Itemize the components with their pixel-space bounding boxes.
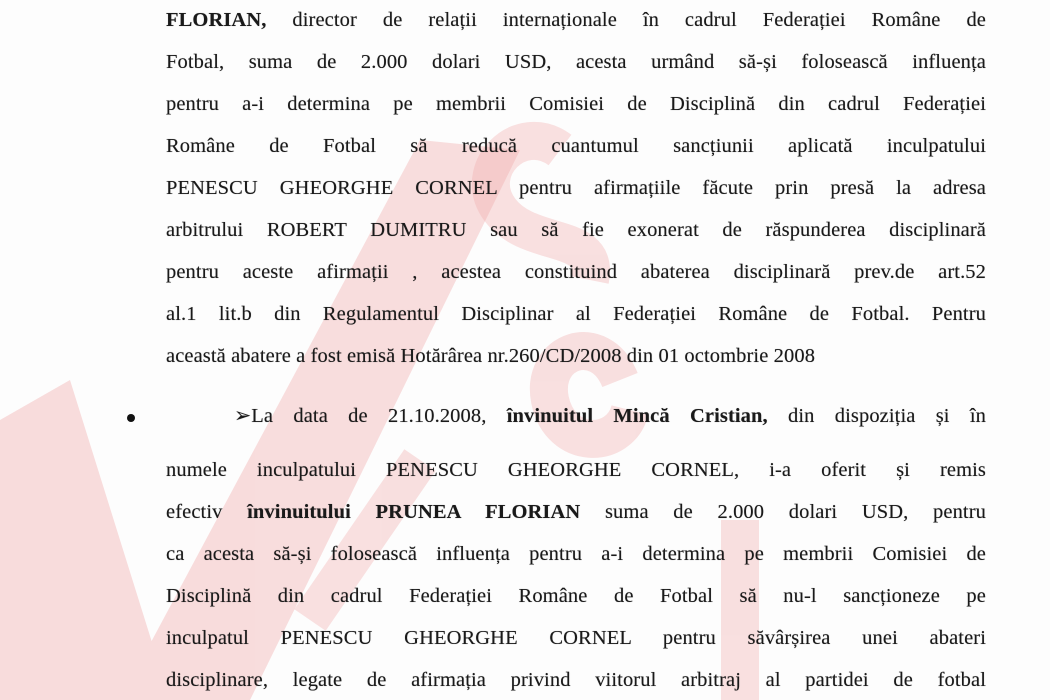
text-line: pentru aceste afirmații , acestea constituind abaterea disciplinară prev.de art.52: [166, 261, 986, 283]
bullet-dot: [127, 414, 135, 422]
text-line: Române de Fotbal să reducă cuantumul sancțiunii aplicată inculpatului: [166, 135, 986, 157]
line-text: La data de 21.10.2008,: [251, 405, 507, 427]
bold-name: învinuitul Mincă Cristian,: [506, 405, 768, 427]
text-line: numele inculpatului PENESCU GHEORGHE CORNEL, i-a oferit și remis: [166, 459, 986, 481]
line-text: suma de 2.000 dolari USD, pentru: [580, 501, 986, 523]
paragraph-intro-line: [234, 404, 986, 428]
text-line: al.1 lit.b din Regulamentul Disciplinar al Federației Române de Fotbal. Pentru: [166, 303, 986, 325]
line-text: director de relații internaționale în cadrul Federației Române de: [266, 9, 986, 31]
text-line: [166, 8, 986, 32]
text-line: această abatere a fost emisă Hotărârea nr.260/CD/2008 din 01 octombrie 2008: [166, 345, 816, 367]
text-line: Disciplină din cadrul Federației Române de Fotbal să nu-l sancționeze pe: [166, 585, 986, 607]
text-line: ca acesta să-și folosească influența pentru a-i determina pe membrii Comisiei de: [166, 543, 986, 565]
text-line: inculpatul PENESCU GHEORGHE CORNEL pentru săvârșirea unei abateri: [166, 627, 986, 649]
line-text: efectiv: [166, 501, 248, 523]
text-line: PENESCU GHEORGHE CORNEL pentru afirmațiile făcute prin presă la adresa: [166, 177, 986, 199]
bold-name: învinuitului PRUNEA FLORIAN: [247, 501, 581, 523]
text-line: disciplinare, legate de afirmația privind viitorul arbitraj al partidei de fotbal: [166, 669, 986, 691]
text-line: arbitrului ROBERT DUMITRU sau să fie exonerat de răspunderea disciplinară: [166, 219, 986, 241]
text-line: Fotbal, suma de 2.000 dolari USD, acesta urmând să-și folosească influența: [166, 51, 986, 73]
arrow-bullet-icon: ➢: [234, 405, 252, 427]
text-line: [166, 500, 986, 524]
bold-name: FLORIAN,: [166, 9, 267, 31]
line-text: din dispoziția și în: [767, 405, 986, 427]
text-line: pentru a-i determina pe membrii Comisiei de Disciplină din cadrul Federației: [166, 93, 986, 115]
